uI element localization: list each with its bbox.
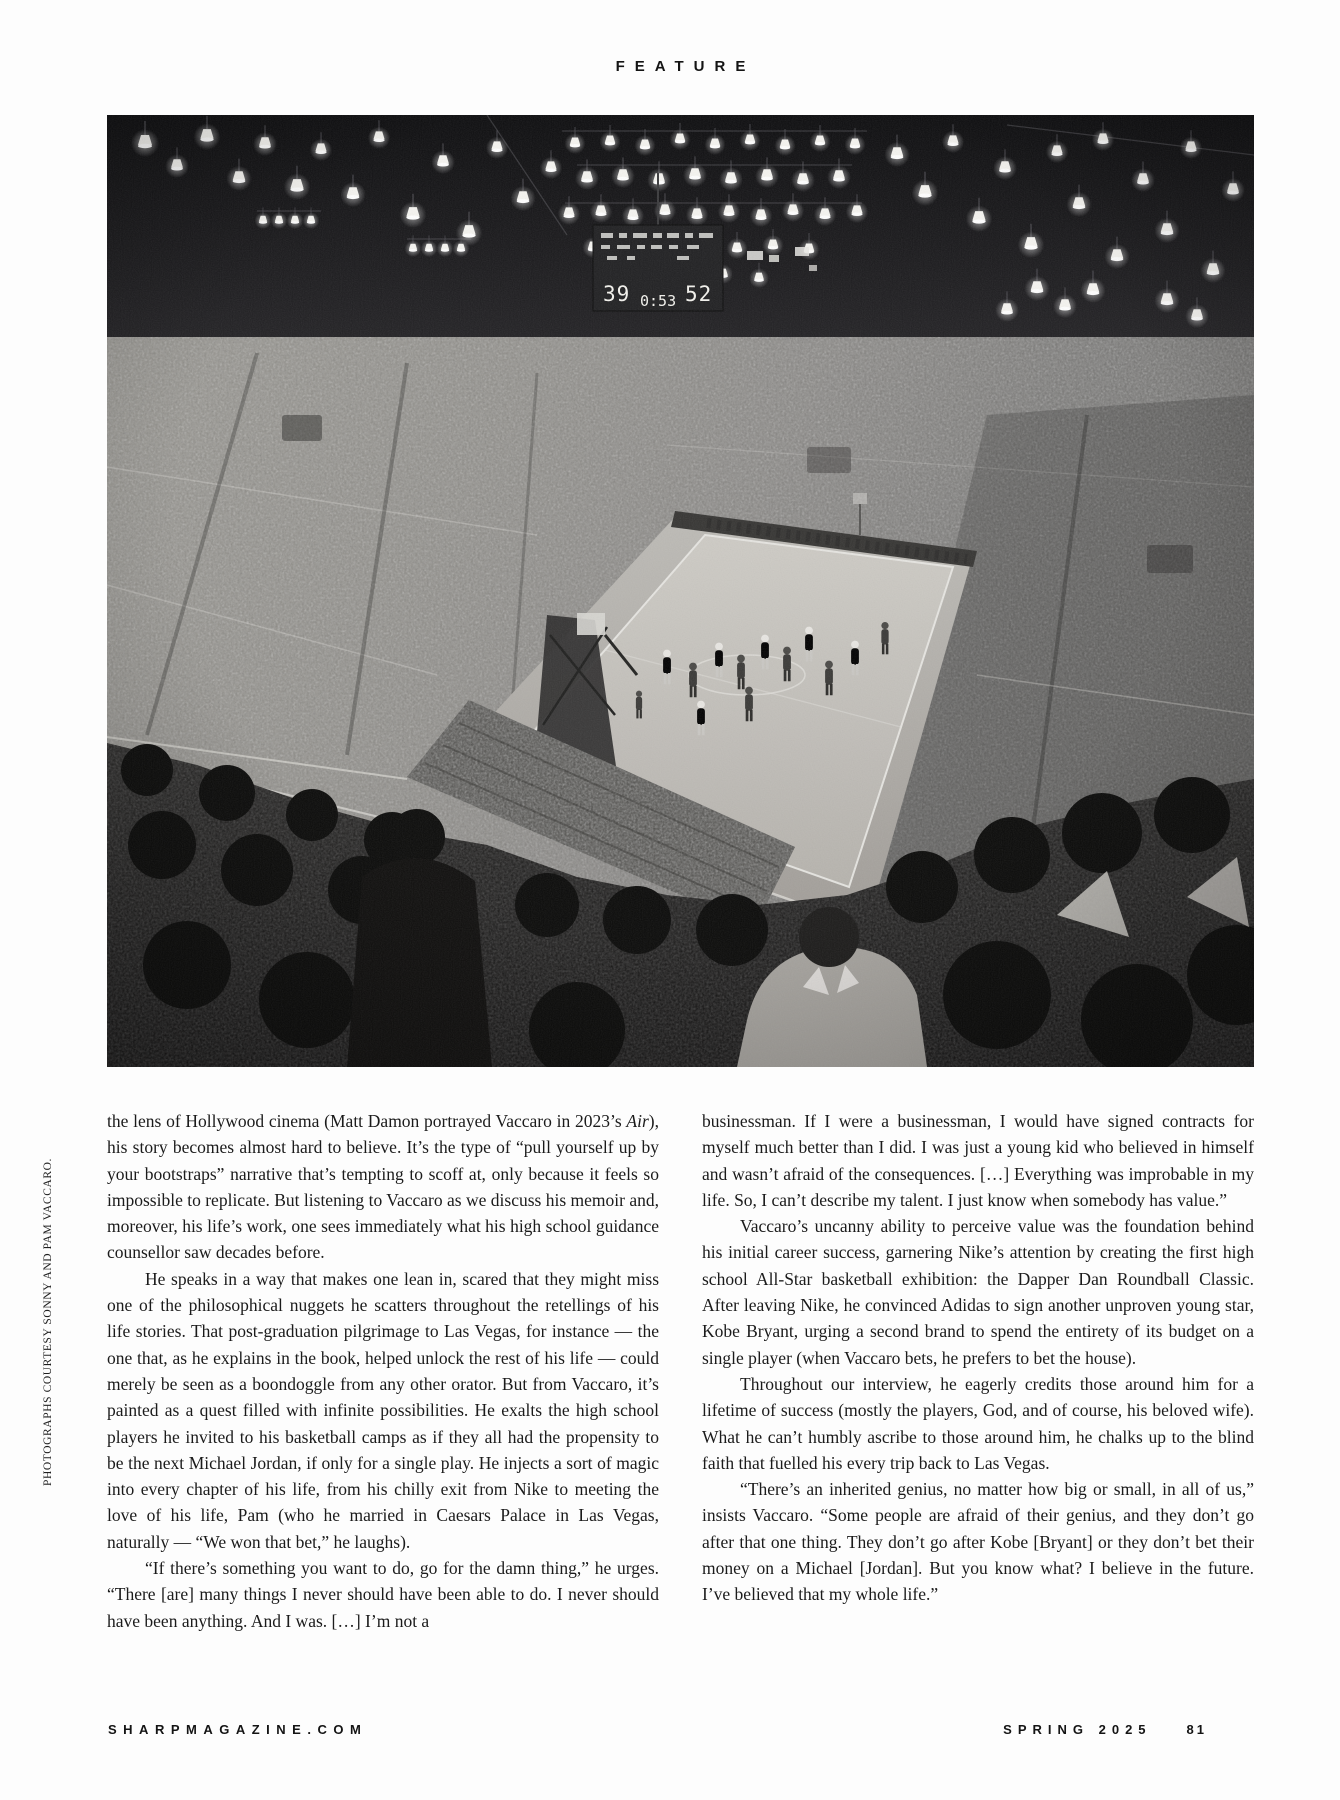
article-column-right [702, 1108, 1254, 1608]
arena-photo-svg [107, 115, 1254, 1067]
feature-header: FEATURE [615, 58, 756, 75]
vignette-overlay [107, 115, 1254, 1067]
article-paragraph [702, 1108, 1254, 1213]
article-paragraph [702, 1213, 1254, 1371]
text-run: “If there’s something you want to do, go for the damn thing,” he urges. “There [are] many things I never should have been able to do. I never should have been anything. And I was. […] I’m not a [107, 1558, 659, 1631]
text-run: Vaccaro’s uncanny ability to perceive value was the foundation behind his initial career success, garnering Nike’s attention by creating the first high school All-Star basketball exhibition: the Dapper Dan Roundball Classic. After leaving Nike, he convinced Adidas to sign another unproven young star, Kobe Bryant, urging a second brand to spend the entirety of its budget on a single player (when Vaccaro bets, he prefers to bet the house). [702, 1216, 1254, 1368]
text-run: He speaks in a way that makes one lean in, scared that they might miss one of the philosophical nuggets he scatters throughout the retellings of his life stories. That post-graduation pilgrimage to Las Vegas, for instance — the one that, as he explains in the book, helped unlock the rest of his life — could merely be seen as a boondoggle from any other orator. But from Vaccaro, it’s painted as a quest filled with infinite possibilities. He exalts the high school players he invited to his basketball camps as if they all had the propensity to be the next Michael Jordan, if only for a single play. He injects a sort of magic into every chapter of his life, from his chilly exit from Nike to meeting the love of his life, Pam (who he married in Caesars Palace in Las Vegas, naturally — “We won that bet,” he laughs). [107, 1268, 659, 1552]
arena-photo [107, 115, 1254, 1067]
text-run: businessman. If I were a businessman, I would have signed contracts for myself much better than I did. I was just a young kid who believed in himself and wasn’t afraid of the consequences. […] Everything was improbable in my life. So, I can’t describe my talent. I just know when somebody has value.” [702, 1111, 1254, 1210]
article-paragraph [702, 1371, 1254, 1476]
issue-label: SPRING 2025 [1003, 1722, 1152, 1737]
italic-text-run: Air [626, 1111, 649, 1131]
footer-right-group [1003, 1722, 1207, 1737]
text-run: Throughout our interview, he eagerly credits those around him for a lifetime of success (mostly the players, God, and of course, his beloved wife). What he can’t humbly ascribe to those around him, he chalks up to the blind faith that fuelled his every trip back to Las Vegas. [702, 1373, 1254, 1473]
text-run: “There’s an inherited genius, no matter how big or small, in all of us,” insists Vaccaro. “Some people are afraid of their genius, and they don’t go after that one thing. They don’t go after Kobe [Bryant] or they don’t bet their money on a Michael [Jordan]. But you know what? I believe in the future. I’ve believed that my whole life.” [702, 1479, 1254, 1605]
article-paragraph [107, 1266, 659, 1555]
magazine-website: SHARPMAGAZINE.COM [108, 1722, 368, 1737]
article-column-left [107, 1108, 659, 1634]
article-paragraph [107, 1108, 659, 1266]
photo-credit: PHOTOGRAPHS COURTESY SONNY AND PAM VACCARO. [42, 1157, 54, 1486]
page-number: 81 [1186, 1722, 1207, 1737]
article-paragraph [107, 1555, 659, 1634]
page-footer [107, 1722, 1254, 1746]
text-run: the lens of Hollywood cinema (Matt Damon portrayed Vaccaro in 2023’s [107, 1111, 627, 1131]
text-run: ), his story becomes almost hard to believe. It’s the type of “pull yourself up by your bootstraps” narrative that’s tempting to scoff at, only because it feels so impossible to replicate. But listening to Vaccaro as we discuss his memoir and, moreover, his life’s work, one sees immediately what his high school guidance counsellor saw decades before. [107, 1111, 659, 1263]
article-paragraph [702, 1476, 1254, 1607]
